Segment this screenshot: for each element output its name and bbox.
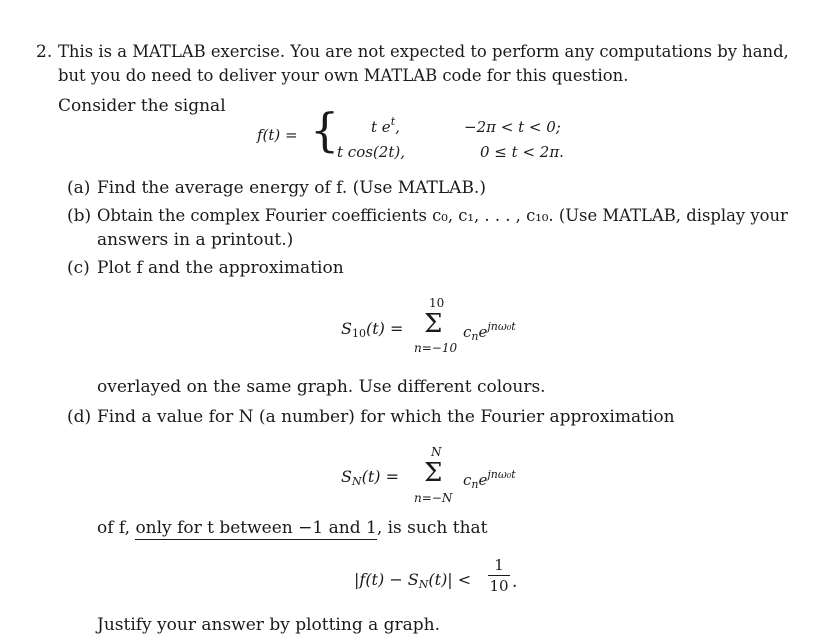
condition-prefix: of f, — [97, 518, 131, 538]
fraction-bar — [488, 575, 510, 576]
part-a-label: (a) — [67, 178, 91, 198]
f-lhs: f(t) = — [257, 126, 298, 144]
s10-sum-lower: n=−10 — [414, 341, 458, 355]
s10-sum-symbol: Σ — [424, 309, 443, 339]
left-brace: { — [310, 103, 340, 157]
sn-lhs: $S_N(t)$ = — [341, 467, 399, 488]
condition-suffix: , is such that — [376, 518, 488, 538]
case-1-expr — [371, 111, 400, 138]
fraction-numerator: 1 — [494, 556, 504, 574]
sn-sum-upper: N — [431, 445, 442, 459]
part-c-label: (c) — [67, 258, 90, 278]
sn-sum-lower: n=−N — [414, 491, 453, 505]
part-c-text: Plot f and the approximation — [97, 258, 344, 278]
s10-sum-upper: 10 — [429, 296, 445, 310]
fraction-denominator: 10 — [489, 577, 509, 595]
sn-term: $c_ne^{jn\omega_0t}$ — [463, 468, 516, 491]
inequality-lhs: $|f(t) - S_N(t)|$ < — [354, 570, 472, 591]
case-2-expr: t cos(2t), — [337, 143, 405, 161]
case-1-tail: , — [395, 118, 400, 136]
problem-number: 2. — [36, 42, 53, 62]
condition-underlined: only for t between −1 and 1 — [135, 518, 377, 538]
s10-lhs: $S_{10}(t)$ = — [341, 319, 404, 340]
part-b-line-2: answers in a printout.) — [97, 230, 294, 250]
part-b-label: (b) — [67, 206, 92, 226]
s10-term: $c_ne^{jn\omega_0t}$ — [463, 320, 516, 343]
sn-sum-symbol: Σ — [424, 458, 443, 488]
part-b-line-1: Obtain the complex Fourier coefficients c₀, c₁, . . . , c₁₀. (Use MATLAB, display your — [97, 206, 788, 225]
one-tenth-fraction — [488, 556, 510, 595]
justify-text: Justify your answer by plotting a graph. — [97, 615, 441, 635]
part-a-text: Find the average energy of f. (Use MATLAB.) — [97, 178, 486, 198]
consider-text: Consider the signal — [58, 96, 226, 116]
inequality-end: . — [512, 572, 518, 592]
case-1-exponent: t — [390, 115, 396, 128]
case-1-condition: −2π < t < 0; — [464, 118, 561, 136]
part-d-label: (d) — [67, 407, 92, 427]
part-d-condition — [97, 517, 487, 539]
case-2-condition: 0 ≤ t < 2π. — [480, 143, 564, 161]
part-d-text: Find a value for N (a number) for which the Fourier approximation — [97, 407, 675, 427]
intro-line-2: but you do need to deliver your own MATLAB code for this question. — [58, 66, 629, 85]
intro-line-1: This is a MATLAB exercise. You are not expected to perform any computations by hand, — [58, 42, 789, 61]
part-c-after: overlayed on the same graph. Use different colours. — [97, 377, 546, 397]
case-1-base: t e — [371, 118, 391, 136]
